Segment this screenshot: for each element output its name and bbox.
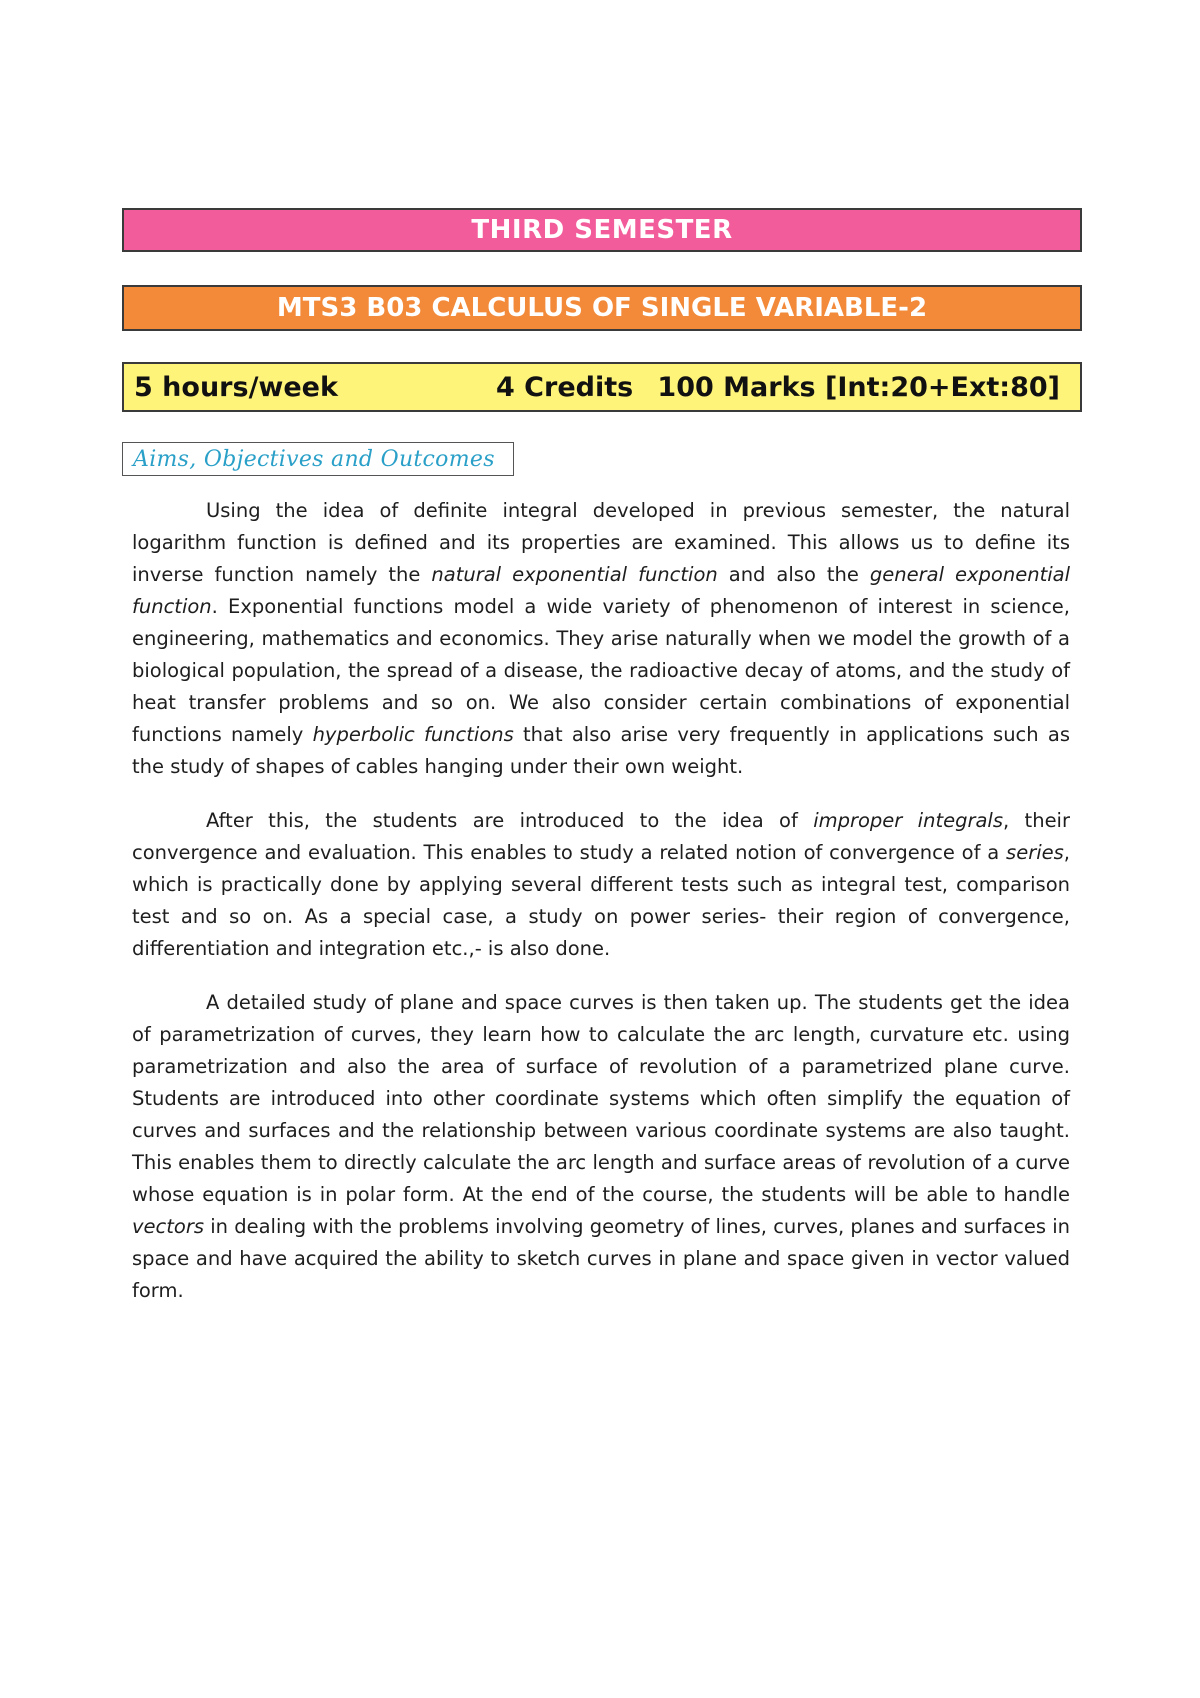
p2-emph-1: improper integrals	[813, 809, 1004, 832]
semester-title: THIRD SEMESTER	[471, 215, 733, 245]
p3-text-a: A detailed study of plane and space curves is then taken up. The students get the idea of parametrization of curves, they learn how to calculate the arc length, curvature etc. using parametrization and also the area of surface of revolution of a parametrized plane curve. Students are introduced into other coordinate systems which often simplify the equation of curves and surfaces and the relationship between various coordinate systems are also taught. This enables them to directly calculate the arc length and surface areas of revolution of a curve whose equation is in polar form. At the end of the course, the students will be able to handle	[132, 991, 1070, 1206]
p1-emph-2: general exponential function	[132, 563, 1070, 618]
p1-text-d: that also arise very frequently in applications such as the study of shapes of cables hanging under their own weight.	[132, 723, 1070, 778]
course-meta-banner	[122, 362, 1082, 412]
course-title: MTS3 B03 CALCULUS OF SINGLE VARIABLE-2	[276, 293, 928, 323]
p1-emph-1: natural exponential function	[431, 563, 718, 586]
p1-emph-3: hyperbolic functions	[312, 723, 514, 746]
course-banner	[122, 285, 1082, 331]
p3-emph-1: vectors	[132, 1215, 205, 1238]
paragraph-1	[132, 495, 1070, 783]
section-heading: Aims, Objectives and Outcomes	[133, 446, 495, 472]
p3-text-b: in dealing with the problems involving geometry of lines, curves, planes and surfaces in space and have acquired the ability to sketch curves in plane and space given in vector valued form.	[132, 1215, 1070, 1302]
body-text	[132, 495, 1070, 1329]
p1-text-b: and also the	[717, 563, 870, 586]
p2-text-a: After this, the students are introduced to the idea of	[206, 809, 814, 832]
semester-banner	[122, 208, 1082, 252]
p2-text-c: , which is practically done by applying several different tests such as integral test, comparison test and so on. As a special case, a study on power series- their region of convergence, differentiation and integration etc.,- is also done.	[132, 841, 1070, 960]
paragraph-2	[132, 805, 1070, 965]
section-heading-box	[122, 442, 514, 476]
p1-text-c: . Exponential functions model a wide variety of phenomenon of interest in science, engineering, mathematics and economics. They arise naturally when we model the growth of a biological population, the spread of a disease, the radioactive decay of atoms, and the study of heat transfer problems and so on. We also consider certain combinations of exponential functions namely	[132, 595, 1070, 746]
p2-emph-2: series	[1006, 841, 1064, 864]
hours-per-week: 5 hours/week	[134, 371, 338, 403]
p1-text-a: Using the idea of definite integral developed in previous semester, the natural logarithm function is defined and its properties are examined. This allows us to define its inverse function namely the	[132, 499, 1070, 586]
p2-text-b: , their convergence and evaluation. This enables to study a related notion of convergence of a	[132, 809, 1070, 864]
credits: 4 Credits	[496, 371, 634, 403]
paragraph-3	[132, 987, 1070, 1307]
marks: 100 Marks [Int:20+Ext:80]	[657, 371, 1060, 403]
